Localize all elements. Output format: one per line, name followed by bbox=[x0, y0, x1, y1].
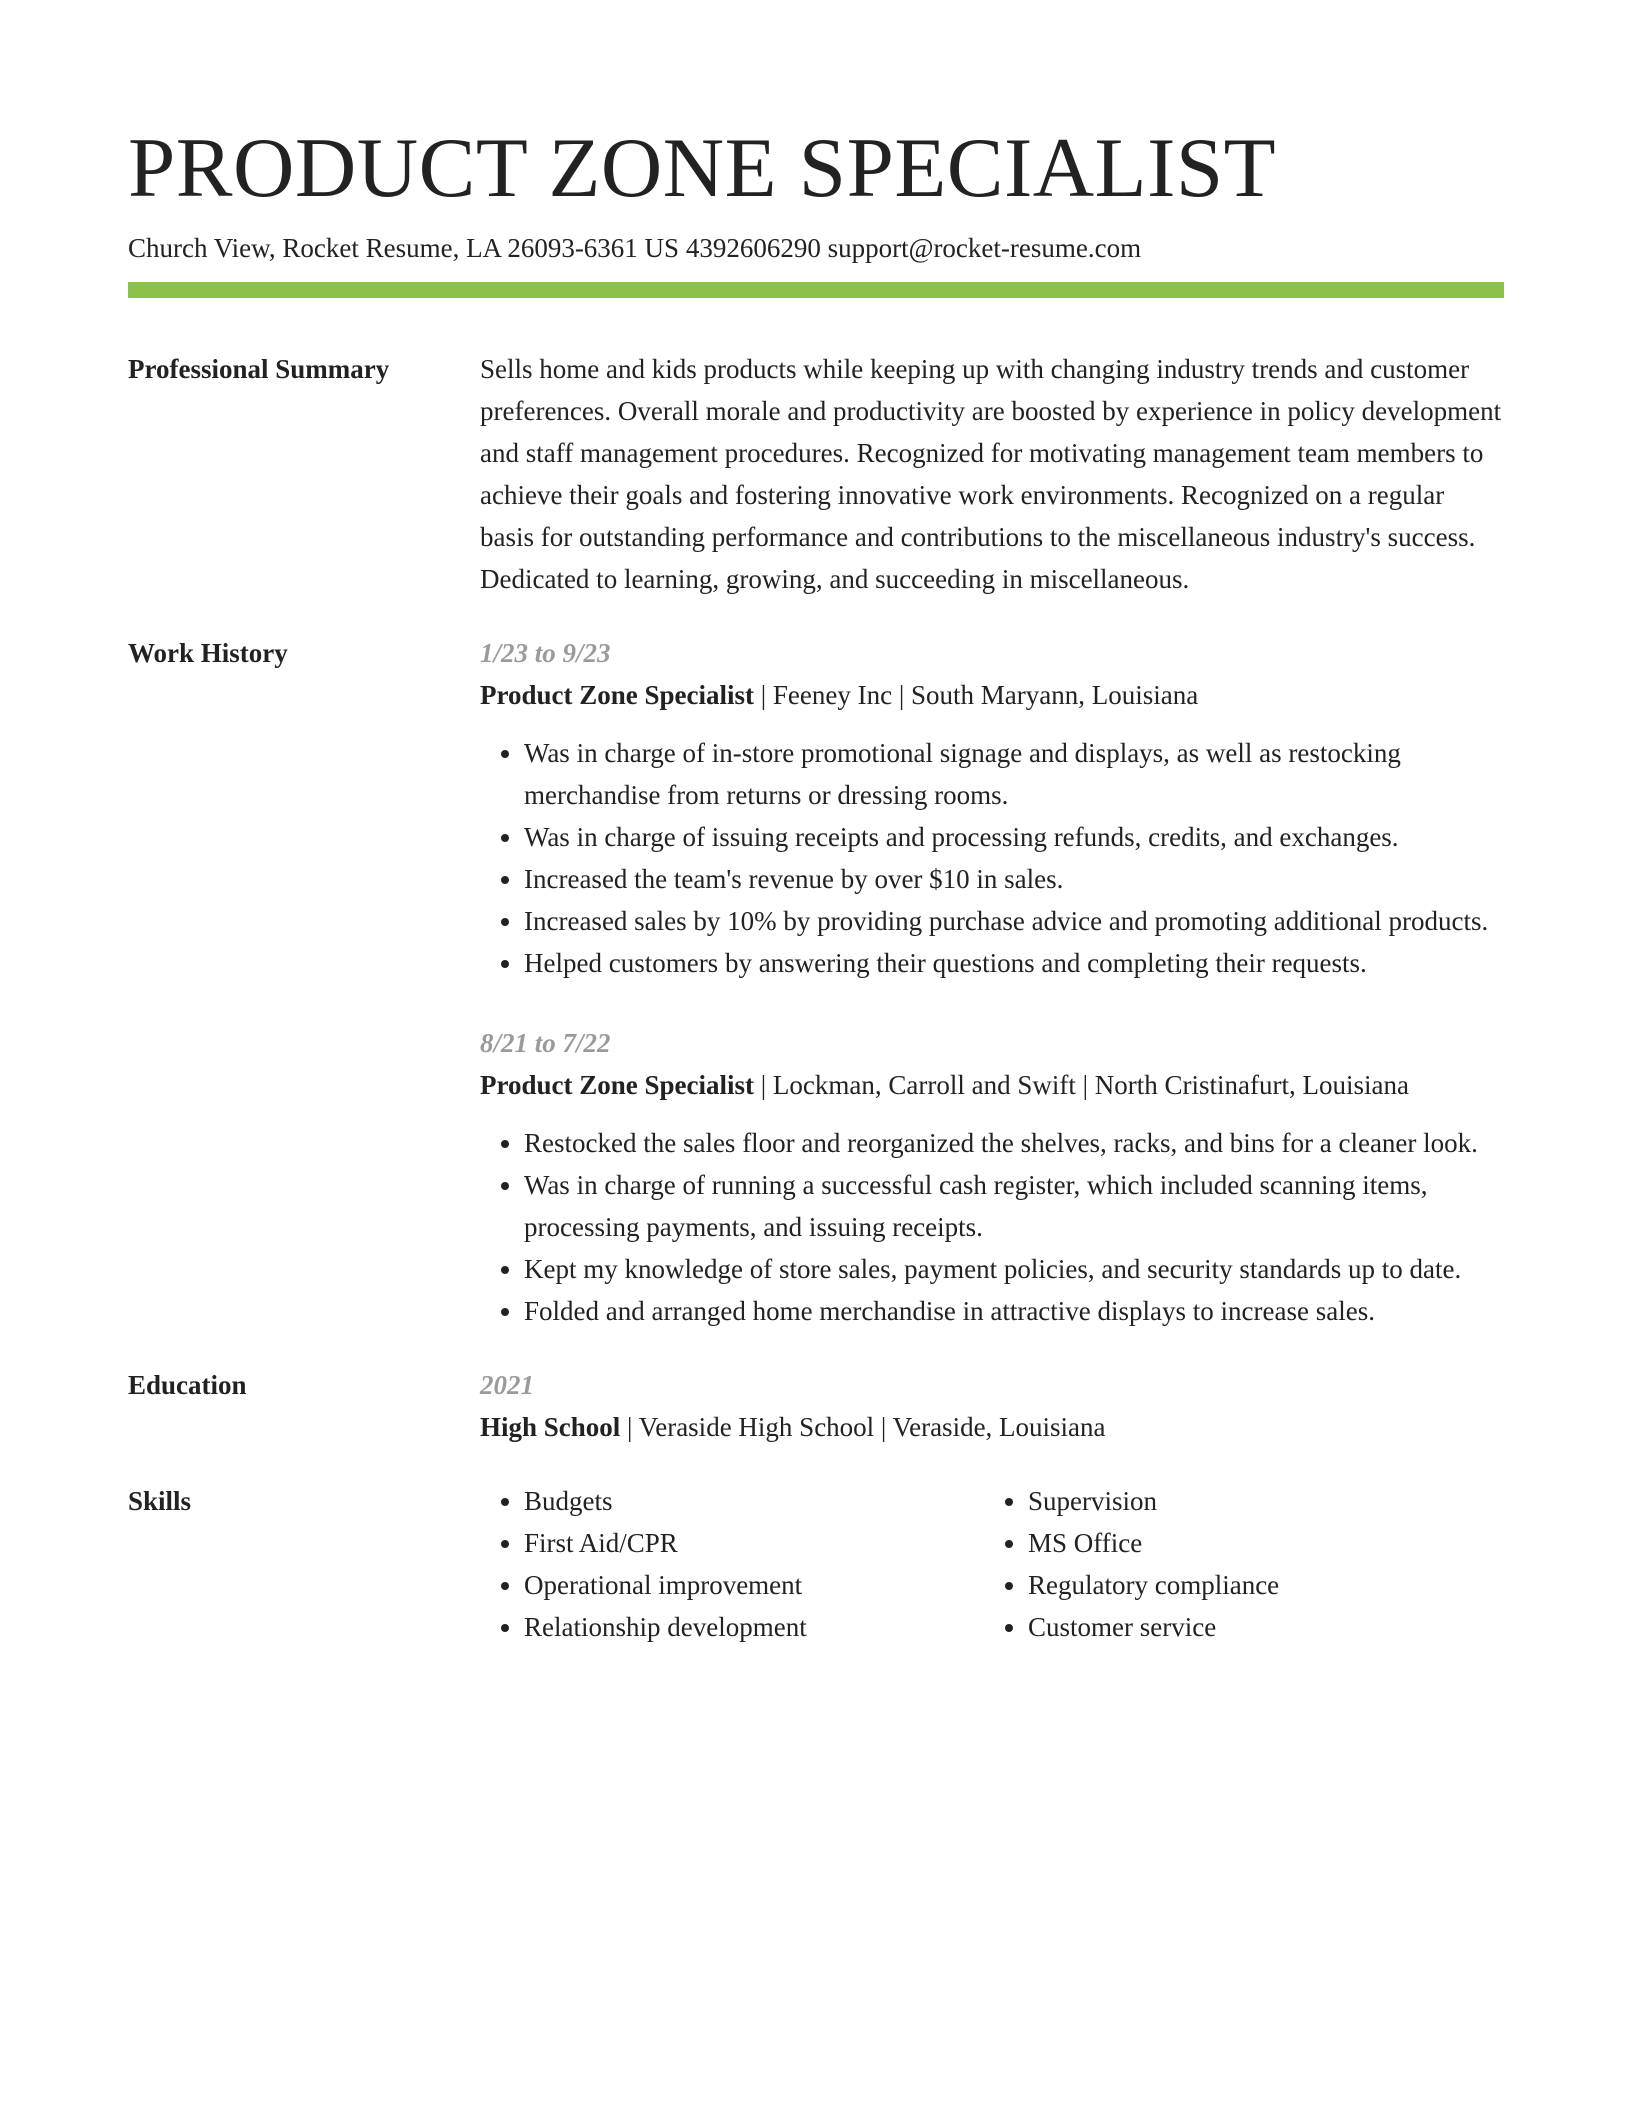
job-duty: • Was in charge of issuing receipts and processing refunds, credits, and exchanges. bbox=[524, 816, 1504, 858]
skills-column-left bbox=[480, 1480, 984, 1648]
work-history-body bbox=[480, 632, 1504, 1332]
job-heading bbox=[480, 1064, 1504, 1106]
job-duties-list bbox=[480, 1122, 1504, 1332]
job-duty: • Increased the team's revenue by over $10 in sales. bbox=[524, 858, 1504, 900]
skill-item: • Supervision bbox=[1028, 1480, 1488, 1522]
job-duty: • Restocked the sales floor and reorganized the shelves, racks, and bins for a cleaner look. bbox=[524, 1122, 1504, 1164]
job-employer-location: | Lockman, Carroll and Swift | North Cristinafurt, Louisiana bbox=[754, 1070, 1409, 1100]
work-history-heading: Work History bbox=[128, 638, 288, 668]
job-duty: • Was in charge of in-store promotional signage and displays, as well as restocking merchandise from returns or dressing rooms. bbox=[524, 732, 1504, 816]
skills-heading: Skills bbox=[128, 1486, 192, 1516]
education-year: 2021 bbox=[480, 1370, 534, 1400]
job-entry bbox=[480, 632, 1504, 984]
education-heading: Education bbox=[128, 1370, 247, 1400]
job-employer-location: | Feeney Inc | South Maryann, Louisiana bbox=[754, 680, 1199, 710]
job-duty: • Folded and arranged home merchandise in attractive displays to increase sales. bbox=[524, 1290, 1504, 1332]
skill-item: • MS Office bbox=[1028, 1522, 1488, 1564]
summary-text: Sells home and kids products while keeping up with changing industry trends and customer preferences. Overall morale and productivity are boosted by experience in policy development and staff management procedures. Recognized for motivating management team members to achieve their goals and fostering innovative work environments. Recognized on a regular basis for outstanding performance and contributions to the miscellaneous industry's success. Dedicated to learning, growing, and succeeding in miscellaneous. bbox=[480, 354, 1502, 594]
education-degree: High School bbox=[480, 1412, 621, 1442]
summary-section bbox=[128, 348, 1504, 600]
skill-item: • Relationship development bbox=[524, 1606, 984, 1648]
skills-grid bbox=[480, 1480, 1504, 1648]
resume-name: PRODUCT ZONE SPECIALIST bbox=[128, 121, 1277, 215]
skill-item: • Regulatory compliance bbox=[1028, 1564, 1488, 1606]
job-dates: 8/21 to 7/22 bbox=[480, 1028, 611, 1058]
skills-body bbox=[480, 1480, 1504, 1648]
contact-address: Church View, Rocket Resume, LA 26093-6361 US bbox=[128, 233, 680, 263]
job-entry bbox=[480, 1022, 1504, 1332]
education-heading-line bbox=[480, 1406, 1504, 1448]
skill-item: • Customer service bbox=[1028, 1606, 1488, 1648]
contact-email: support@rocket-resume.com bbox=[827, 233, 1142, 263]
education-section bbox=[128, 1364, 1504, 1448]
job-heading bbox=[480, 674, 1504, 716]
education-body bbox=[480, 1364, 1504, 1448]
skill-item: • Operational improvement bbox=[524, 1564, 984, 1606]
work-history-section bbox=[128, 632, 1504, 1332]
skill-item: • First Aid/CPR bbox=[524, 1522, 984, 1564]
job-title: Product Zone Specialist bbox=[480, 680, 755, 710]
job-duties-list bbox=[480, 732, 1504, 984]
job-title: Product Zone Specialist bbox=[480, 1070, 755, 1100]
header-divider bbox=[128, 282, 1504, 298]
skill-item: • Budgets bbox=[524, 1480, 984, 1522]
skills-column-right bbox=[984, 1480, 1488, 1648]
job-duty: • Increased sales by 10% by providing purchase advice and promoting additional products. bbox=[524, 900, 1504, 942]
job-duty: • Was in charge of running a successful cash register, which included scanning items, processing payments, and issuing receipts. bbox=[524, 1164, 1504, 1248]
contact-phone: 4392606290 bbox=[685, 233, 821, 263]
skills-section bbox=[128, 1480, 1504, 1648]
summary-heading: Professional Summary bbox=[128, 354, 390, 384]
contact-line bbox=[128, 230, 1504, 266]
job-duty: • Kept my knowledge of store sales, payment policies, and security standards up to date. bbox=[524, 1248, 1504, 1290]
job-dates: 1/23 to 9/23 bbox=[480, 638, 611, 668]
education-school-location: | Veraside High School | Veraside, Louisiana bbox=[620, 1412, 1106, 1442]
job-duty: • Helped customers by answering their questions and completing their requests. bbox=[524, 942, 1504, 984]
